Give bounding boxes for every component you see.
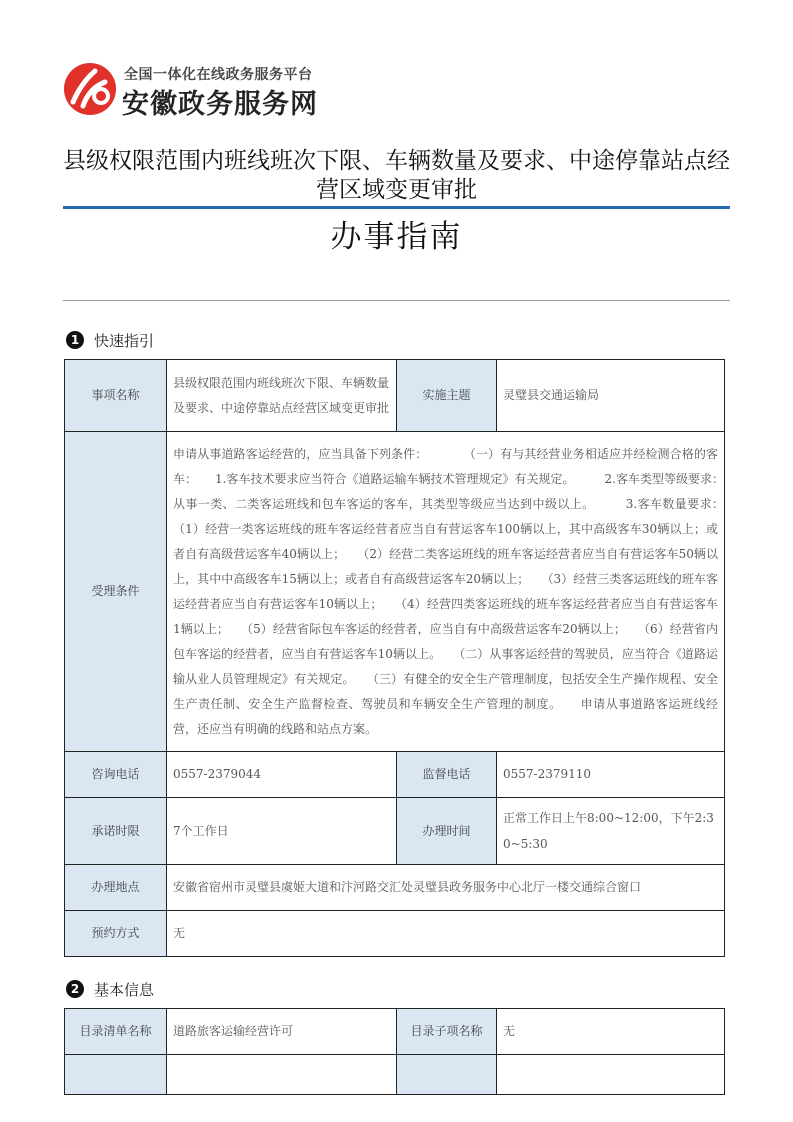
table-row [65,1055,725,1095]
catalog-value: 道路旅客运输经营许可 [167,1009,397,1055]
table-row [65,752,725,798]
sub-item-label: 目录子项名称 [397,1009,497,1055]
empty-cell [497,1055,725,1095]
empty-cell [65,1055,167,1095]
table-row [65,865,725,911]
table-row [65,360,725,432]
title-divider [63,206,730,209]
section-label: 基本信息 [94,980,155,999]
section-number-badge: 1 [66,331,84,349]
platform-logo-icon [63,62,117,116]
item-name-value: 县级权限范围内班线班次下限、车辆数量及要求、中途停靠站点经营区域变更审批 [167,360,397,432]
conditions-value: 申请从事道路客运经营的，应当具备下列条件： （一）有与其经营业务相适应并经检测合格的客车： 1.客车技术要求应当符合《道路运输车辆技术管理规定》有关规定。 2.客车类型等级要求： 从事一类、二类客运班线和包车客运的客车，其类型等级应当达到中级以上。 3.客车数量要求： （1）经营一类客运班线的班车客运经营者应当自有营运客车100辆以上，其中高级客车30辆以上；或者自有高级营运客车40辆以上； （2）经营二类客运班线的班车客运经营者应当自有营运客车50辆以上，其中中高级客车15辆以上；或者自有高级营运客车20辆以上； （3）经营三类客运班线的班车客运经营者应当自有营运客车10辆以上； （4）经营四类客运班线的班车客运经营者应当自有营运客车1辆以上； （5）经营省际包车客运的经营者，应当自有中高级营运客车20辆以上； （6）经营省内包车客运的经营者，应当自有营运客车10辆以上。 （二）从事客运经营的驾驶员，应当符合《道路运输从业人员管理规定》有关规定。 （三）有健全的安全生产管理制度，包括安全生产操作规程、安全生产责任制、安全生产监督检查、驾驶员和车辆安全生产管理的制度。 申请从事道路客运班线经营，还应当有明确的线路和站点方案。 [167,432,725,752]
reservation-value: 无 [167,911,725,957]
table-row [65,798,725,865]
table-row [65,911,725,957]
supervise-phone-label: 监督电话 [397,752,497,798]
section-label: 快速指引 [94,331,155,350]
sub-item-value: 无 [497,1009,725,1055]
promise-time-label: 承诺时限 [65,798,167,865]
section-heading-basic-info [66,978,154,1000]
platform-name: 安徽政务服务网 [122,89,318,120]
item-name-label: 事项名称 [65,360,167,432]
conditions-label: 受理条件 [65,432,167,752]
subject-label: 实施主题 [397,360,497,432]
platform-logo[interactable] [63,62,383,122]
empty-cell [397,1055,497,1095]
basic-info-table [64,1008,725,1095]
quick-guide-table [64,359,743,957]
table-row [65,432,725,752]
section-number-badge: 2 [66,980,84,998]
consult-phone-value: 0557-2379044 [167,752,397,798]
table-row [65,1009,725,1055]
office-hours-value: 正常工作日上午8:00~12:00，下午2:30~5:30 [497,798,725,865]
consult-phone-label: 咨询电话 [65,752,167,798]
supervise-phone-value: 0557-2379110 [497,752,725,798]
address-label: 办理地点 [65,865,167,911]
catalog-label: 目录清单名称 [65,1009,167,1055]
document-title: 县级权限范围内班线班次下限、车辆数量及要求、中途停靠站点经营区域变更审批 [63,148,730,203]
platform-tagline: 全国一体化在线政务服务平台 [124,67,313,83]
reservation-label: 预约方式 [65,911,167,957]
empty-cell [167,1055,397,1095]
promise-time-value: 7个工作日 [167,798,397,865]
guide-title: 办事指南 [330,219,463,255]
subject-value: 灵璧县交通运输局 [497,360,725,432]
office-hours-label: 办理时间 [397,798,497,865]
section-divider [63,300,730,301]
section-heading-quick-guide [66,329,154,351]
address-value: 安徽省宿州市灵璧县虞姬大道和汴河路交汇处灵璧县政务服务中心北厅一楼交通综合窗口 [167,865,725,911]
